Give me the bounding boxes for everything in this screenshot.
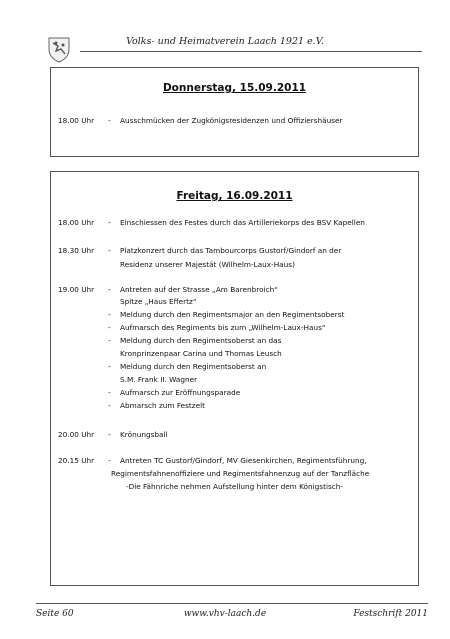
schedule-box-thursday [50,67,419,157]
time-label: 18.30 Uhr [58,246,95,255]
dash: - [108,218,111,227]
dash: - [108,401,111,410]
event-text: Abmarsch zum Festzelt [120,401,206,410]
event-text: Aufmarsch zur Eröffnungsparade [120,388,241,397]
event-text: Antreten TC Gustorf/Gindorf, MV Giesenkirchen, Regimentsführung, [120,456,367,465]
event-text: Meldung durch den Regimentsmajor an den Regimentsoberst [120,310,345,319]
event-text: Einschiessen des Festes durch das Artilleriekorps des BSV Kapellen [120,218,365,227]
time-label: 18.00 Uhr [58,116,95,125]
event-text: -Die Fähnriche nehmen Aufstellung hinter dem Königstisch- [125,482,344,491]
publication-name: Festschrift 2011 [353,609,428,619]
dash: - [108,323,111,332]
time-label: 19.00 Uhr [58,285,95,294]
time-label: 20.15 Uhr [58,456,95,465]
event-text: Ausschmücken der Zugkönigsresidenzen und Offiziershäuser [120,116,343,125]
page-number: Seite 60 [36,609,74,619]
event-text: Spitze „Haus Effertz“ [120,297,197,306]
header-title: Volks- und Heimatverein Laach 1921 e.V. [126,36,324,47]
header-divider [80,51,422,52]
footer-url: www.vhv-laach.de [183,609,267,619]
dash: - [108,388,111,397]
day-title: Donnerstag, 15.09.2011 [162,82,307,94]
dash: - [108,336,111,345]
dash: - [108,362,111,371]
event-text: Platzkonzert durch das Tambourcorps Gustorf/Gindorf an der [120,246,342,255]
dash: - [108,430,111,439]
event-text: Meldung durch den Regimentsoberst an [120,362,267,371]
time-label: 20.00 Uhr [58,430,95,439]
dash: - [108,285,111,294]
event-text: Regimentsfahnenoffiziere und Regimentsfahnenzug auf der Tanzfläche [111,469,370,478]
event-text: S.M. Frank II. Wagner [120,375,198,384]
dash: - [108,246,111,255]
schedule-box-friday [50,171,419,586]
event-text: Kronprinzenpaar Carina und Thomas Leusch [120,349,282,358]
event-text: Residenz unserer Majestät (Wilhelm-Laux-Haus) [120,260,295,269]
event-text: Meldung durch den Regimentsoberst an das [120,336,282,345]
dash: - [108,456,111,465]
time-label: 18.00 Uhr [58,218,95,227]
dash: - [108,116,111,125]
footer-divider [36,603,428,604]
event-text: Krönungsball [120,430,168,439]
day-title: Freitag, 16.09.2011 [176,190,293,202]
dash: - [108,310,111,319]
event-text: Aufmarsch des Regiments bis zum „Wilhelm-Laux-Haus“ [120,323,326,332]
event-text: Antreten auf der Strasse „Am Barenbroich“ [120,285,279,294]
